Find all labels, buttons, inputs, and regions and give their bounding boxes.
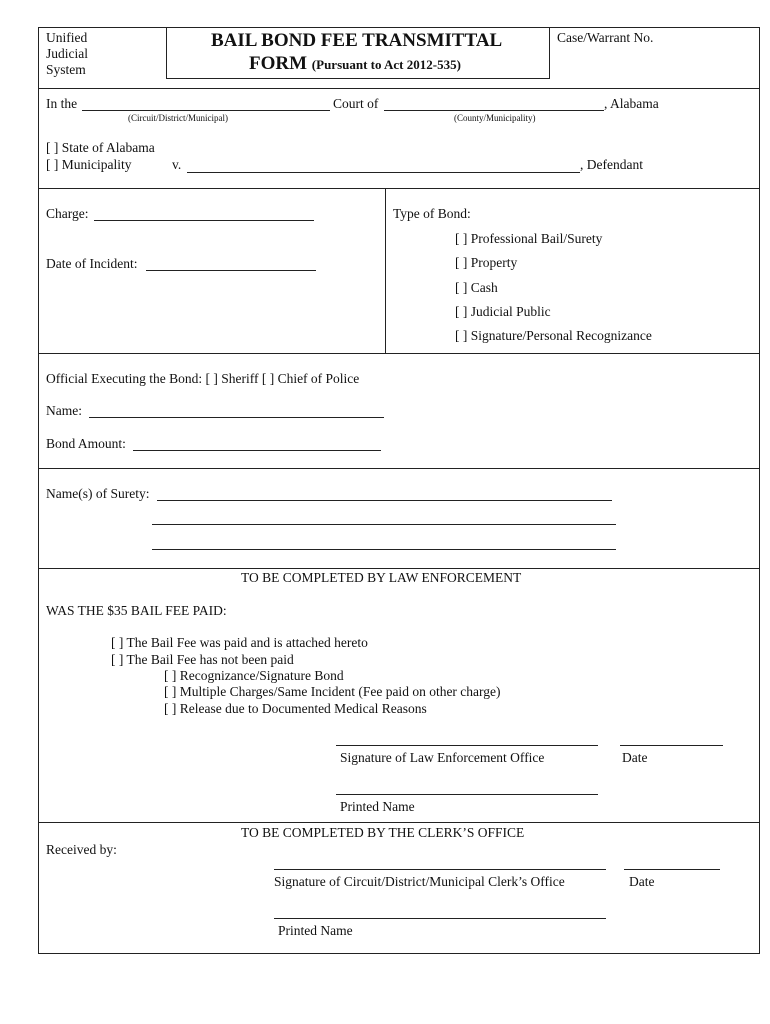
system-line-2: Judicial [46, 46, 88, 61]
surety-field-1[interactable] [157, 500, 612, 501]
section-rule-court [39, 188, 759, 189]
system-line-1: Unified [46, 30, 88, 45]
surety-field-3[interactable] [152, 549, 616, 550]
law-enforcement-signature-field[interactable] [336, 745, 598, 746]
header-bottom-rule [166, 78, 549, 79]
official-name-label: Name: [46, 403, 82, 418]
alabama-label: , Alabama [604, 96, 659, 111]
system-name [46, 30, 88, 78]
clerk-date-field[interactable] [624, 869, 720, 870]
bond-type-signature[interactable]: [ ] Signature/Personal Recognizance [455, 328, 652, 343]
law-enforcement-date-label: Date [622, 750, 648, 765]
section-rule-law-enforcement [39, 822, 759, 823]
bond-type-judicial-public[interactable]: [ ] Judicial Public [455, 304, 551, 319]
law-enforcement-printed-name-label: Printed Name [340, 799, 415, 814]
type-of-bond-label: Type of Bond: [393, 206, 471, 221]
clerk-printed-name-label: Printed Name [278, 923, 353, 938]
bond-amount-label: Bond Amount: [46, 436, 126, 451]
surety-label: Name(s) of Surety: [46, 486, 150, 501]
clerk-printed-name-field[interactable] [274, 918, 606, 919]
system-line-3: System [46, 62, 86, 77]
surety-field-2[interactable] [152, 524, 616, 525]
header-divider-left [166, 28, 167, 79]
court-type-field[interactable] [82, 110, 330, 111]
date-of-incident-label: Date of Incident: [46, 256, 138, 271]
clerk-date-label: Date [629, 874, 655, 889]
bond-type-professional[interactable]: [ ] Professional Bail/Surety [455, 231, 603, 246]
versus-label: v. [172, 157, 182, 172]
form-subtitle [249, 53, 461, 75]
header-divider-right [549, 28, 550, 79]
court-of-label: Court of [333, 96, 379, 111]
section-rule-surety [39, 568, 759, 569]
section-rule-charge [39, 353, 759, 354]
defendant-field[interactable] [187, 172, 580, 173]
date-of-incident-field[interactable] [146, 270, 316, 271]
law-enforcement-signature-label: Signature of Law Enforcement Office [340, 750, 545, 765]
fee-not-paid-option[interactable]: [ ] The Bail Fee has not been paid [111, 652, 294, 667]
received-by-label: Received by: [46, 842, 117, 857]
bail-fee-question: WAS THE $35 BAIL FEE PAID: [46, 603, 227, 618]
official-executing-label: Official Executing the Bond: [ ] Sheriff [ ] Chief of Police [46, 371, 360, 386]
law-enforcement-date-field[interactable] [620, 745, 723, 746]
fee-paid-option[interactable]: [ ] The Bail Fee was paid and is attached hereto [111, 635, 368, 650]
state-of-alabama-option[interactable]: [ ] State of Alabama [46, 140, 155, 155]
recognizance-option[interactable]: [ ] Recognizance/Signature Bond [164, 668, 344, 683]
medical-release-option[interactable]: [ ] Release due to Documented Medical Reasons [164, 701, 427, 716]
county-field[interactable] [384, 110, 604, 111]
clerk-heading: TO BE COMPLETED BY THE CLERK’S OFFICE [241, 825, 525, 840]
defendant-label: , Defendant [580, 157, 643, 172]
bail-bond-form [38, 27, 760, 954]
charge-divider [385, 188, 386, 353]
county-caption: (County/Municipality) [454, 113, 536, 123]
bond-type-cash[interactable]: [ ] Cash [455, 280, 498, 295]
form-subtitle-main: FORM [249, 53, 308, 74]
section-rule-official [39, 468, 759, 469]
in-the-label: In the [46, 96, 78, 111]
official-name-field[interactable] [89, 417, 384, 418]
clerk-signature-label: Signature of Circuit/District/Municipal Clerk’s Office [274, 874, 565, 889]
court-type-caption: (Circuit/District/Municipal) [128, 113, 228, 123]
clerk-signature-field[interactable] [274, 869, 606, 870]
form-subtitle-paren: (Pursuant to Act 2012-535) [311, 57, 461, 72]
bond-amount-field[interactable] [133, 450, 381, 451]
section-rule-header [39, 88, 759, 89]
law-enforcement-printed-name-field[interactable] [336, 794, 598, 795]
charge-label: Charge: [46, 206, 89, 221]
form-title: BAIL BOND FEE TRANSMITTAL [211, 30, 503, 51]
case-warrant-label: Case/Warrant No. [557, 30, 654, 45]
law-enforcement-heading: TO BE COMPLETED BY LAW ENFORCEMENT [241, 570, 522, 585]
bond-type-property[interactable]: [ ] Property [455, 255, 518, 270]
multiple-charges-option[interactable]: [ ] Multiple Charges/Same Incident (Fee paid on other charge) [164, 684, 501, 699]
municipality-option[interactable]: [ ] Municipality [46, 157, 132, 172]
charge-field[interactable] [94, 220, 314, 221]
